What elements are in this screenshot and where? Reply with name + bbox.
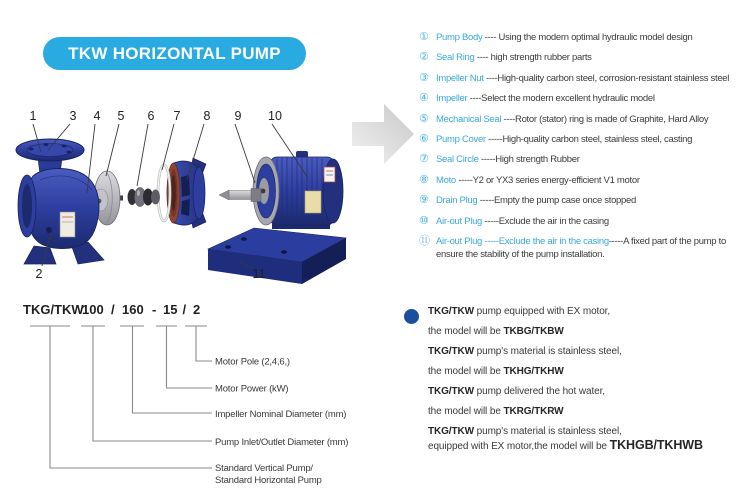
- variants-section: [404, 305, 749, 460]
- callout-5: 5: [117, 109, 125, 123]
- parts-list-item: [419, 113, 755, 126]
- pump-cover-illustration: [167, 158, 206, 228]
- motor-label: [324, 167, 335, 182]
- model-segment-inlet: 100: [82, 302, 104, 317]
- model-code: [23, 302, 200, 317]
- motor-illustration: [219, 151, 343, 229]
- model-segment-slash1: /: [111, 302, 115, 317]
- variant-line: TKG/TKW pump's material is stainless steel,: [428, 426, 622, 437]
- part-name: Moto: [436, 174, 456, 186]
- right-arrow-icon: [352, 104, 414, 164]
- pump-exploded-diagram: [0, 95, 430, 300]
- part-name: Impeller Nut: [436, 72, 484, 84]
- parts-list-item: [419, 72, 755, 85]
- parts-list-item: [419, 215, 755, 228]
- variant-line: the model will be TKHG/TKHW: [428, 366, 564, 377]
- model-code-breakdown: [0, 295, 420, 500]
- parts-list-item: [419, 31, 755, 44]
- part-description: ---- high strength rubber parts: [474, 52, 592, 64]
- part-number-badge: ⑩: [419, 213, 429, 227]
- bullet-icon: [404, 309, 419, 324]
- variant-line: the model will be TKBG/TKBW: [428, 326, 564, 337]
- parts-list-item: [419, 235, 755, 261]
- callout-3: 3: [69, 109, 77, 123]
- callout-2: 2: [35, 267, 43, 281]
- part-name: Drain Plug: [436, 195, 478, 207]
- parts-list-item: [419, 92, 755, 105]
- variant-lines: [428, 305, 749, 453]
- model-segment-series: TKG/TKW: [23, 302, 84, 317]
- drain-plug-illustration: [46, 227, 52, 233]
- part-number-badge: ⑥: [419, 131, 429, 145]
- part-description: ----High-quality carbon steel, corrosion-resistant stainless steel: [483, 72, 730, 84]
- part-number-badge: ②: [419, 50, 429, 64]
- mechanical-seal-illustration: [117, 188, 160, 207]
- motor-nameplate: [305, 191, 321, 213]
- part-name: Air-out Plug -----Exclude the air in the casing: [436, 235, 609, 247]
- part-description: -----Empty the pump case once stopped: [477, 195, 636, 207]
- part-number-badge: ⑤: [419, 111, 429, 125]
- part-description: -----A fixed part of the pump to ensure the stability of the pump installation.: [436, 235, 726, 260]
- part-name: Pump Cover: [436, 133, 486, 145]
- part-description: ----Select the modern excellent hydraulic model: [467, 93, 655, 105]
- part-description: ----Rotor (stator) ring is made of Graphite, Hard Alloy: [501, 113, 709, 125]
- label-motor-pole: Motor Pole (2,4,6,): [215, 356, 290, 368]
- part-name: Seal Ring: [436, 52, 475, 64]
- pump-nameplate: [60, 212, 75, 237]
- part-number-badge: ①: [419, 30, 429, 43]
- callout-11: 11: [252, 267, 266, 281]
- variant-line: the model will be TKRG/TKRW: [428, 406, 564, 417]
- parts-list-item: [419, 153, 755, 166]
- callout-9: 9: [234, 109, 242, 123]
- breakdown-connector-lines: [30, 326, 212, 468]
- label-standard-line1: Standard Vertical Pump/: [215, 463, 313, 474]
- part-number-badge: ⑦: [419, 152, 429, 166]
- variant-line: TKG/TKW pump's material is stainless steel,: [428, 346, 622, 357]
- callout-8: 8: [203, 109, 211, 123]
- part-name: Seal Circle: [436, 154, 479, 166]
- part-description: -----High-quality carbon steel, stainless steel, casting: [485, 133, 693, 145]
- title-banner: [43, 37, 306, 70]
- part-number-badge: ⑨: [419, 193, 429, 207]
- model-segment-impeller: 160: [122, 302, 144, 317]
- parts-list: [419, 31, 755, 268]
- part-number-badge: ④: [419, 91, 429, 105]
- parts-list-item: [419, 174, 755, 187]
- variant-line: equipped with EX motor,the model will be TKHGB/TKHWB: [428, 438, 703, 452]
- parts-list-item: [419, 51, 755, 64]
- part-number-badge: ⑧: [419, 172, 429, 186]
- base-plate-illustration: [208, 228, 346, 284]
- breakdown-labels: [215, 357, 348, 487]
- part-description: -----High strength Rubber: [478, 154, 580, 166]
- variant-line: TKG/TKW pump equipped with EX motor,: [428, 306, 611, 317]
- variant-line: TKG/TKW pump delivered the hot water,: [428, 386, 605, 397]
- part-name: Pump Body: [436, 32, 483, 43]
- model-segment-pole: 2: [193, 302, 201, 317]
- part-description: ---- Using the modern optimal hydraulic model design: [482, 32, 693, 43]
- parts-list-item: [419, 133, 755, 146]
- label-standard-line2: Standard Horizontal Pump: [215, 475, 322, 486]
- parts-list-item: [419, 194, 755, 207]
- callout-1: 1: [29, 109, 37, 123]
- callout-4: 4: [93, 109, 101, 123]
- label-inlet-outlet: Pump Inlet/Outlet Diameter (mm): [215, 437, 349, 448]
- label-impeller-diameter: Impeller Nominal Diameter (mm): [215, 409, 347, 420]
- part-name: Air-out Plug: [436, 215, 483, 227]
- callout-6: 6: [147, 109, 155, 123]
- page-title: TKW HORIZONTAL PUMP: [68, 43, 281, 63]
- label-motor-power: Motor Power (kW): [215, 383, 289, 395]
- model-segment-power: 15: [163, 302, 178, 317]
- shaft-illustration: [229, 191, 251, 200]
- part-description: -----Y2 or YX3 series energy-efficient V1 motor: [455, 174, 640, 186]
- model-segment-slash2: /: [182, 302, 187, 317]
- model-segment-dash: -: [152, 302, 157, 317]
- part-name: Mechanical Seal: [436, 113, 502, 125]
- part-number-badge: ③: [419, 70, 429, 84]
- callout-10: 10: [268, 109, 282, 123]
- callout-7: 7: [173, 109, 181, 123]
- part-name: Impeller: [436, 93, 468, 105]
- part-description: -----Exclude the air in the casing: [482, 215, 609, 227]
- part-number-badge: ⑪: [419, 233, 430, 247]
